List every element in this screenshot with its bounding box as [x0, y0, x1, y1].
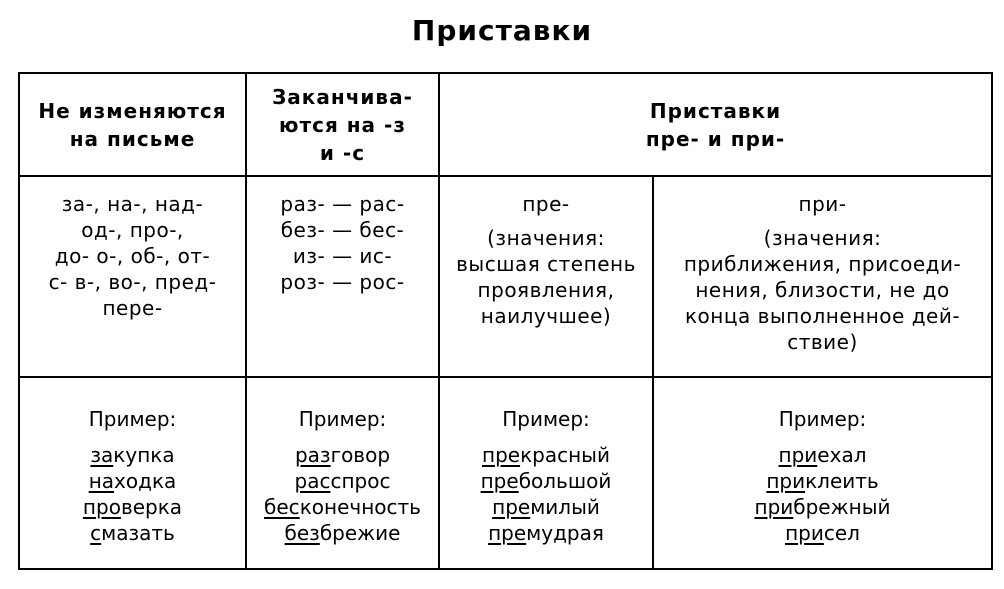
example-word: [26, 468, 239, 494]
underlined-prefix: с: [90, 521, 102, 545]
underlined-prefix: рас: [294, 469, 331, 493]
underlined-prefix: при: [785, 521, 824, 545]
example-word: [253, 494, 432, 520]
example-word: [253, 520, 432, 546]
underlined-prefix: при: [754, 495, 794, 519]
rule-line: (значения:: [487, 226, 605, 250]
underlined-prefix: при: [766, 469, 806, 493]
rule-pri-meaning: [653, 176, 992, 377]
word-rest: брежие: [319, 521, 401, 545]
rule-line: проявления,: [477, 278, 615, 302]
header-unchanged: [19, 73, 246, 176]
header-pre-pri: [439, 73, 992, 176]
word-rest: купка: [113, 443, 175, 467]
rule-line: роз- — рос-: [280, 270, 405, 294]
underlined-prefix: за: [90, 443, 114, 467]
header-z-s-ending: [246, 73, 439, 176]
examples-pri: [653, 377, 992, 569]
rule-line: из- — ис-: [292, 244, 393, 268]
rule-line: пере-: [102, 296, 163, 320]
word-rest: красный: [520, 443, 610, 467]
word-rest: конечность: [299, 495, 421, 519]
header-line: Заканчива-: [272, 84, 413, 109]
spacer: [446, 217, 646, 225]
rule-pre-meaning: [439, 176, 653, 377]
rule-line: до- о-, об-, от-: [54, 244, 211, 268]
underlined-prefix: пре: [480, 469, 519, 493]
word-rest: мудрая: [526, 521, 604, 545]
example-word: [446, 468, 646, 494]
word-rest: сел: [823, 521, 860, 545]
examples-unchanged: [19, 377, 246, 569]
rule-line: од-, про-,: [81, 218, 184, 242]
underlined-prefix: при: [778, 443, 818, 467]
word-rest: ехал: [817, 443, 867, 467]
underlined-prefix: пре: [492, 495, 531, 519]
example-heading: Пример:: [298, 407, 387, 431]
underlined-prefix: на: [88, 469, 115, 493]
header-line: ются на -з: [279, 112, 406, 137]
rule-line: раз- — рас-: [280, 192, 405, 216]
rule-line: (значения:: [763, 226, 882, 250]
prefix-rules-table: [18, 72, 993, 570]
example-word: [660, 520, 985, 546]
spacer: [660, 217, 985, 225]
example-word: [660, 494, 985, 520]
example-word: [26, 520, 239, 546]
examples-pre: [439, 377, 653, 569]
underlined-prefix: пре: [482, 443, 521, 467]
word-rest: клеить: [805, 469, 879, 493]
example-word: [253, 442, 432, 468]
rule-line: приближения, присоеди-: [683, 252, 962, 276]
word-rest: брежный: [793, 495, 891, 519]
word-rest: спрос: [330, 469, 391, 493]
example-word: [26, 442, 239, 468]
example-row: [19, 377, 992, 569]
rule-line: с- в-, во-, пред-: [48, 270, 217, 294]
example-heading: Пример:: [502, 407, 590, 431]
word-rest: милый: [530, 495, 600, 519]
rule-line: за-, на-, над-: [61, 192, 204, 216]
example-word: [660, 442, 985, 468]
header-row: [19, 73, 992, 176]
header-line: и -с: [319, 140, 366, 165]
word-rest: говор: [330, 443, 391, 467]
rule-line: конца выполненное дей-: [684, 304, 961, 328]
rule-row: [19, 176, 992, 377]
underlined-prefix: про: [82, 495, 121, 519]
rule-prefix: при-: [798, 192, 847, 216]
rule-line: без- — бес-: [280, 218, 405, 242]
word-rest: ходка: [114, 469, 177, 493]
rule-line: высшая степень: [456, 252, 636, 276]
header-line: пре- и при-: [645, 126, 786, 151]
page-title: Приставки: [411, 14, 593, 47]
rule-line: ствие): [787, 330, 858, 354]
rule-line: наилучшее): [480, 304, 612, 328]
word-rest: мазать: [101, 521, 175, 545]
underlined-prefix: пре: [488, 521, 527, 545]
word-rest: верка: [120, 495, 183, 519]
rule-prefix: пре-: [522, 192, 570, 216]
header-line: на письме: [69, 126, 196, 151]
example-word: [446, 520, 646, 546]
rule-z-s-prefixes: [246, 176, 439, 377]
rule-line: нения, близости, не до: [695, 278, 950, 302]
example-word: [446, 442, 646, 468]
examples-z-s: [246, 377, 439, 569]
example-word: [26, 494, 239, 520]
underlined-prefix: без: [284, 521, 320, 545]
underlined-prefix: раз: [294, 443, 331, 467]
underlined-prefix: бес: [264, 495, 300, 519]
example-heading: Пример:: [88, 407, 177, 431]
rule-unchanged-prefixes: [19, 176, 246, 377]
example-heading: Пример:: [778, 407, 867, 431]
example-word: [660, 468, 985, 494]
word-rest: большой: [518, 469, 612, 493]
example-word: [253, 468, 432, 494]
example-word: [446, 494, 646, 520]
header-line: Не изменяются: [38, 98, 227, 123]
header-line: Приставки: [649, 98, 782, 123]
